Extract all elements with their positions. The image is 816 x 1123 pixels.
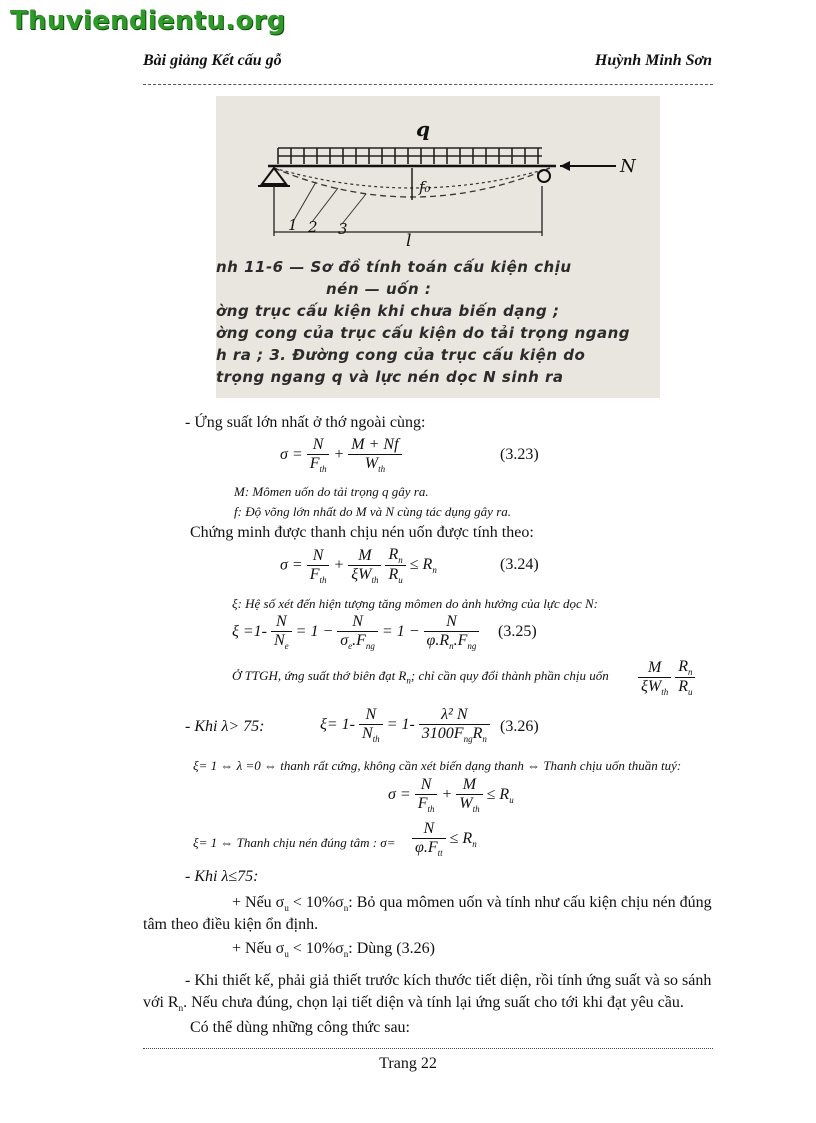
bullet-1-part: : Bỏ qua mômen uốn và tính như cấu kiện chịu nén đúng bbox=[348, 894, 712, 911]
footer-rule bbox=[143, 1048, 713, 1049]
xi-rigid-note: ξ= 1 ⇔ λ =0 ⇔ thanh rất cứng, không cần xét biến dạng thanh ⇔ Thanh chịu uốn thuần tuý: bbox=[193, 758, 682, 773]
eq-number-3-24: (3.24) bbox=[500, 556, 539, 573]
header-rule bbox=[143, 84, 713, 85]
note-xi: ξ: Hệ số xét đến hiện tượng tăng mômen do ảnh hưởng của lực dọc N: bbox=[232, 596, 599, 611]
para-design-part: với R bbox=[143, 994, 179, 1011]
ttgh-text: Ở TTGH, ứng suất thớ biên đạt R bbox=[232, 668, 407, 683]
bullet-1-part: + Nếu σ bbox=[232, 894, 285, 911]
figure-caption-line: h ra ; 3. Đường cong của trục cấu kiện do bbox=[216, 346, 586, 364]
bullet-1-part: < 10%σ bbox=[288, 894, 344, 911]
label-3: 3 bbox=[338, 220, 348, 238]
label-f0: f₀ bbox=[419, 178, 431, 196]
page-number: Trang 22 bbox=[379, 1055, 437, 1072]
case-lambda-le-75: - Khi λ≤75: bbox=[185, 868, 259, 885]
eq-number-3-26: (3.26) bbox=[500, 718, 539, 735]
xi-axial-note: ξ= 1 ⇔ Thanh chịu nén đúng tâm : σ= bbox=[193, 835, 396, 850]
figure-caption-line: ờng trục cấu kiện khi chưa biến dạng ; bbox=[216, 302, 560, 320]
figure-caption-line: ờng cong của trục cấu kiện do tải trọng ngang bbox=[216, 324, 631, 342]
note-M: M: Mômen uốn do tải trọng q gây ra. bbox=[234, 484, 429, 499]
ttgh-text-2: ; chỉ cần quy đổi thành phần chịu uốn bbox=[410, 668, 609, 683]
equation-3-23: σ = $\frac{N}{F_{th}}$ + $\frac{M + Nf}{W_{th}}$ bbox=[280, 436, 402, 474]
eq-number-3-23: (3.23) bbox=[500, 446, 539, 463]
figure-caption-line: trọng ngang q và lực nén dọc N sinh ra bbox=[216, 368, 564, 386]
equation-3-26: ξ= 1- $\frac{N}{N_{th}}$ = 1- $\frac{\text{λ² N}}{3100F_{ng}R_n}$ bbox=[320, 706, 490, 744]
bullet-2-part: : Dùng (3.26) bbox=[348, 940, 435, 957]
label-l: l bbox=[406, 231, 412, 251]
bullet-1: + Nếu $\sigma_u < 10\%\sigma_n$: Bỏ qua mômen uốn và tính như cấu kiện chịu nén đúng bbox=[232, 894, 712, 914]
label-N: N bbox=[620, 156, 636, 177]
header-course-title: Bài giảng Kết cấu gỗ bbox=[143, 52, 282, 69]
para-design-part: . Nếu chưa đúng, chọn lại tiết diện và tính lại ứng suất cho tới khi đạt yêu cầu. bbox=[183, 994, 684, 1011]
equation-axial: $\frac{N}{\varphi.F_{tt}}$ ≤ $R_n$ bbox=[412, 820, 477, 858]
para-proof: Chứng minh được thanh chịu nén uốn được tính theo: bbox=[190, 524, 534, 541]
header-author: Huỳnh Minh Sơn bbox=[594, 52, 712, 69]
label-2: 2 bbox=[308, 218, 318, 236]
bullet-1-cont: tâm theo điều kiện ổn định. bbox=[143, 916, 319, 933]
para-formulas: Có thể dùng những công thức sau: bbox=[190, 1019, 410, 1036]
label-1: 1 bbox=[288, 216, 298, 234]
eq-number-3-25: (3.25) bbox=[498, 623, 537, 640]
equation-pure-bending: σ = $\frac{N}{F_{th}}$ + $\frac{M}{W_{th}}$ ≤ $R_u$ bbox=[388, 776, 514, 815]
figure-caption-line: nén — uốn : bbox=[326, 280, 432, 298]
para-max-stress: - Ứng suất lớn nhất ở thớ ngoài cùng: bbox=[185, 414, 426, 431]
beam-figure bbox=[216, 96, 660, 398]
case-lambda-gt-75: - Khi λ> 75: bbox=[185, 718, 265, 735]
ttgh-note: Ở TTGH, ứng suất thớ biên đạt $R_n$; chỉ cần quy đổi thành phần chịu uốn bbox=[232, 668, 609, 686]
equation-3-25: ξ =1- $\frac{N}{N_e}$ = 1 − $\frac{N}{\sigma_e.F_{ng}}$ = 1 − $\frac{N}{\varphi.R_n.F_{ng}}$ bbox=[232, 613, 479, 651]
beam-diagram bbox=[216, 96, 660, 256]
site-logo: Thuviendientu.org bbox=[10, 6, 286, 36]
para-design: - Khi thiết kế, phải giả thiết trước kích thước tiết diện, rồi tính ứng suất và so sánh bbox=[185, 972, 712, 989]
equation-3-24: σ = $\frac{N}{F_{th}}$ + $\frac{M}{\xi W_{th}}$ $\frac{R_n}{R_u}$ ≤ $R_n$ bbox=[280, 546, 437, 586]
ttgh-fraction: $\frac{M}{\xi W_{th}}$ $\frac{R_n}{R_u}$ bbox=[638, 658, 695, 697]
bullet-2: + Nếu $\sigma_u < 10\%\sigma_n$: Dùng (3.26) bbox=[232, 940, 435, 960]
bullet-2-part: + Nếu σ bbox=[232, 940, 285, 957]
note-f: f: Độ võng lớn nhất do M và N cùng tác dụng gây ra. bbox=[234, 504, 512, 519]
figure-caption-line: nh 11-6 — Sơ đồ tính toán cấu kiện chịu bbox=[216, 258, 572, 276]
bullet-2-part: < 10%σ bbox=[288, 940, 344, 957]
label-q: q bbox=[416, 117, 430, 141]
para-design-cont: với $R_n$. Nếu chưa đúng, chọn lại tiết diện và tính lại ứng suất cho tới khi đạt yêu cầu. bbox=[143, 994, 684, 1014]
